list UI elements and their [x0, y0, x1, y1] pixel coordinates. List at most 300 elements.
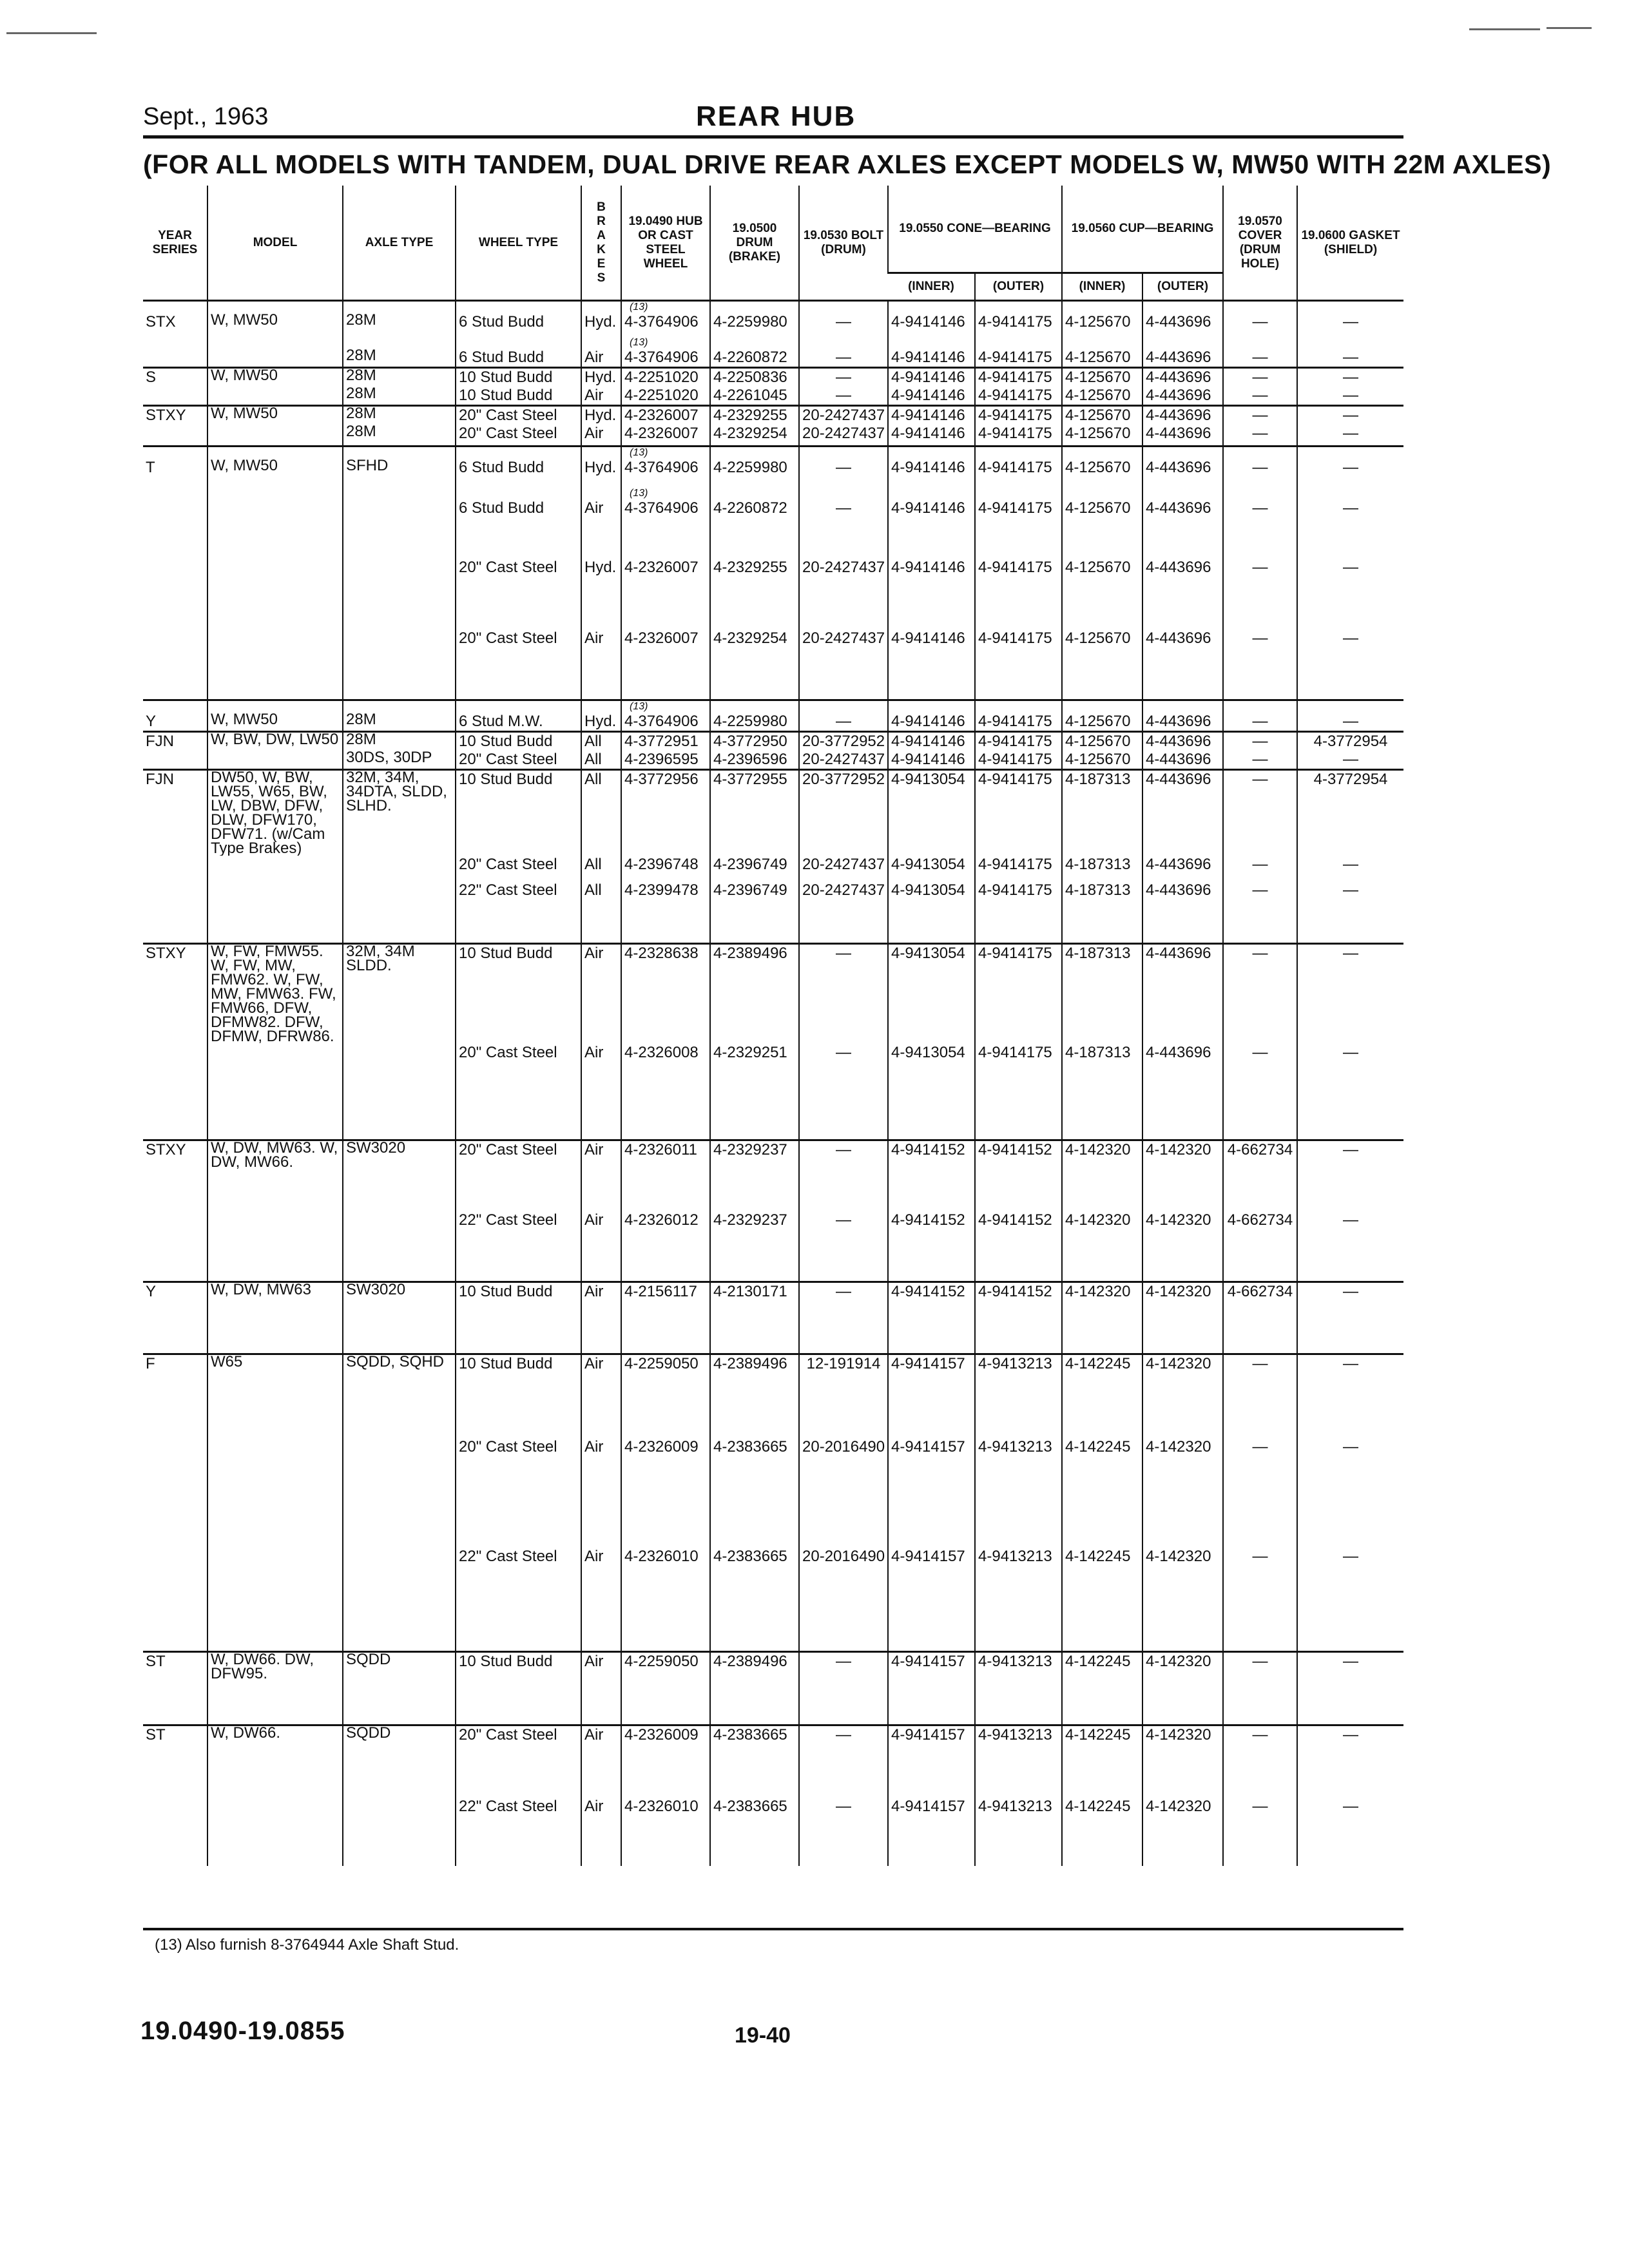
- cell-cover: [1223, 447, 1297, 488]
- col-model: MODEL: [207, 186, 343, 301]
- cell-gasket-value: —: [1343, 386, 1359, 404]
- cell-cone-inner-value: 4-9413054: [891, 944, 965, 962]
- cell-drum: [710, 337, 799, 368]
- cell-wheel-type-value: 22" Cast Steel: [459, 1547, 557, 1565]
- cell-cone-outer: [975, 367, 1062, 387]
- cell-cover: [1223, 1211, 1297, 1282]
- cell-cover: [1223, 1798, 1297, 1866]
- table-row: [143, 751, 1403, 770]
- cell-cup-inner-value: 4-187313: [1065, 856, 1131, 873]
- cell-cup-outer: [1142, 856, 1223, 881]
- cell-bolt-value: 20-2427437: [802, 881, 885, 899]
- cell-hub-value: 4-3772951: [624, 733, 699, 750]
- cell-model-value: W, MW50: [211, 711, 278, 728]
- cell-drum: [710, 856, 799, 881]
- cell-cone-outer: [975, 1438, 1062, 1548]
- cell-cup-outer: [1142, 881, 1223, 943]
- cell-gasket: [1297, 301, 1403, 337]
- table-row: [143, 1725, 1403, 1798]
- cell-brakes-value: All: [584, 733, 602, 750]
- cell-cone-inner: [888, 387, 975, 406]
- table-bottom-rule: [143, 1928, 1403, 1930]
- cell-model: [207, 1044, 343, 1140]
- cell-cup-outer-value: 4-142320: [1146, 1283, 1211, 1300]
- cell-drum: [710, 301, 799, 337]
- cell-cone-outer-value: 4-9414175: [978, 348, 1052, 366]
- cell-bolt-value: —: [836, 1043, 851, 1061]
- cell-model: [207, 301, 343, 337]
- cell-model-value: W, FW, FMW55. W, FW, MW, FMW62. W, FW, MW, FMW63. FW, FMW66, DFW, DFMW82. DFW, DFMW, DFRW86.: [211, 943, 336, 1044]
- cell-hub: [621, 881, 710, 943]
- cell-bolt-value: —: [836, 1141, 851, 1158]
- cell-cup-inner-value: 4-142320: [1065, 1283, 1131, 1300]
- cell-wheel-type-value: 22" Cast Steel: [459, 1797, 557, 1815]
- cell-cone-inner: [888, 488, 975, 559]
- cell-cone-inner-value: 4-9414152: [891, 1211, 965, 1229]
- cell-brakes: [581, 559, 621, 629]
- cell-gasket: [1297, 337, 1403, 368]
- cell-cup-outer: [1142, 1548, 1223, 1652]
- cell-bolt-value: 20-2427437: [802, 424, 885, 442]
- cell-axle-type: [343, 1211, 456, 1282]
- cell-cone-outer-value: 4-9414175: [978, 944, 1052, 962]
- cell-cup-inner: [1062, 732, 1142, 751]
- cell-cover-value: —: [1252, 1437, 1268, 1456]
- cell-hub: [621, 367, 710, 387]
- cell-cup-inner-value: 4-187313: [1065, 881, 1131, 899]
- cell-axle-type-value: SQDD: [346, 1651, 391, 1668]
- cell-drum: [710, 1725, 799, 1798]
- cell-model: [207, 856, 343, 881]
- cell-drum-value: 4-2329251: [713, 1043, 787, 1061]
- cell-year-series-value: STXY: [146, 944, 186, 962]
- cell-bolt-value: —: [836, 944, 851, 962]
- cell-bolt-value: 20-2427437: [802, 558, 885, 576]
- cell-cup-outer: [1142, 301, 1223, 337]
- table-row: [143, 770, 1403, 856]
- cell-brakes: [581, 700, 621, 732]
- cell-cover-value: —: [1252, 348, 1268, 366]
- footnote: (13) Also furnish 8-3764944 Axle Shaft Stud.: [155, 1936, 459, 1954]
- cell-wheel-type-value: 10 Stud Budd: [459, 368, 553, 386]
- cell-cover: [1223, 1044, 1297, 1140]
- footnote-marker: (13): [630, 336, 648, 348]
- cell-model: [207, 629, 343, 700]
- table-row: [143, 881, 1403, 943]
- table-row: [143, 1354, 1403, 1438]
- cell-cover: [1223, 1652, 1297, 1725]
- cell-cone-outer-value: 4-9414152: [978, 1141, 1052, 1158]
- cell-cup-inner: [1062, 700, 1142, 732]
- cell-model: [207, 1211, 343, 1282]
- cell-cone-inner-value: 4-9414157: [891, 1726, 965, 1744]
- cell-drum-value: 4-2261045: [713, 386, 787, 404]
- cell-hub-value: 4-2156117: [624, 1283, 697, 1300]
- cell-brakes-value: Air: [584, 629, 604, 647]
- cell-year-series: [143, 751, 207, 770]
- cell-brakes-value: All: [584, 771, 602, 788]
- table-row: [143, 1282, 1403, 1354]
- cell-cone-outer-value: 4-9414175: [978, 406, 1052, 424]
- cell-hub-value: 4-3764906: [624, 713, 699, 730]
- cell-model: [207, 732, 343, 751]
- cell-hub: [621, 770, 710, 856]
- cell-year-series-value: S: [146, 368, 157, 386]
- cell-model: [207, 943, 343, 1044]
- cell-wheel-type-value: 10 Stud Budd: [459, 386, 553, 404]
- cell-gasket: [1297, 629, 1403, 700]
- cell-year-series-value: Y: [146, 1283, 157, 1300]
- cell-cup-inner: [1062, 943, 1142, 1044]
- cell-cover-value: 4-662734: [1227, 1283, 1293, 1300]
- cell-brakes-value: Hyd.: [584, 713, 617, 730]
- cell-cone-outer-value: 4-9414152: [978, 1283, 1052, 1300]
- cell-brakes: [581, 943, 621, 1044]
- cell-cover: [1223, 1282, 1297, 1354]
- cell-model: [207, 881, 343, 943]
- cell-bolt-value: —: [836, 368, 851, 386]
- cell-gasket: [1297, 1725, 1403, 1798]
- cell-cup-inner: [1062, 770, 1142, 856]
- cell-year-series: [143, 1140, 207, 1211]
- cell-cup-inner-value: 4-142320: [1065, 1211, 1131, 1229]
- cell-year-series-value: T: [146, 459, 155, 476]
- cell-bolt: [799, 367, 888, 387]
- cell-cone-outer: [975, 488, 1062, 559]
- cell-cup-inner-value: 4-125670: [1065, 368, 1131, 386]
- cell-drum-value: 4-2329254: [713, 424, 787, 442]
- cell-brakes-value: Hyd.: [584, 313, 617, 331]
- cell-year-series-value: F: [146, 1355, 155, 1372]
- col-cone-inner: (INNER): [888, 273, 975, 301]
- cell-cup-outer-value: 4-443696: [1146, 881, 1211, 899]
- cell-cover: [1223, 732, 1297, 751]
- cell-gasket: [1297, 700, 1403, 732]
- cell-cup-inner: [1062, 337, 1142, 368]
- col-year-series: YEAR SERIES: [143, 186, 207, 301]
- cell-wheel-type-value: 10 Stud Budd: [459, 1283, 553, 1300]
- cell-cup-inner: [1062, 856, 1142, 881]
- table-row: [143, 367, 1403, 387]
- cell-brakes: [581, 301, 621, 337]
- cell-drum: [710, 1548, 799, 1652]
- cell-year-series-value: ST: [146, 1653, 166, 1670]
- cell-cone-outer: [975, 1354, 1062, 1438]
- cell-brakes-value: All: [584, 856, 602, 873]
- cell-cover-value: 4-662734: [1227, 1211, 1293, 1229]
- cell-cup-inner-value: 4-125670: [1065, 348, 1131, 366]
- cell-cone-inner-value: 4-9414146: [891, 558, 965, 576]
- cell-hub: [621, 1140, 710, 1211]
- cell-cup-inner: [1062, 881, 1142, 943]
- cell-cover-value: —: [1252, 856, 1268, 873]
- scan-mark: [1547, 27, 1592, 29]
- cell-wheel-type: [456, 1438, 581, 1548]
- cell-cone-outer-value: 4-9414175: [978, 1043, 1052, 1061]
- cell-cup-inner: [1062, 488, 1142, 559]
- cell-model-value: W, MW50: [211, 311, 278, 329]
- cell-wheel-type: [456, 856, 581, 881]
- cell-year-series: [143, 770, 207, 856]
- cell-cone-inner-value: 4-9414157: [891, 1653, 965, 1670]
- cell-drum-value: 4-2260872: [713, 348, 787, 366]
- cell-cone-outer-value: 4-9414175: [978, 459, 1052, 476]
- cell-axle-type-value: 28M: [346, 346, 376, 364]
- cell-wheel-type: [456, 629, 581, 700]
- cell-hub-value: 4-2259050: [624, 1653, 699, 1670]
- cell-model-value: W, MW50: [211, 405, 278, 422]
- cell-cup-outer: [1142, 488, 1223, 559]
- cell-axle-type: [343, 559, 456, 629]
- cell-cone-inner: [888, 447, 975, 488]
- cell-drum-value: 4-2259980: [713, 459, 787, 476]
- cell-bolt-value: —: [836, 459, 851, 476]
- cell-year-series: [143, 425, 207, 447]
- table-row: [143, 425, 1403, 447]
- cell-year-series-value: STXY: [146, 406, 186, 424]
- cell-cone-inner: [888, 1211, 975, 1282]
- cell-wheel-type-value: 20" Cast Steel: [459, 1437, 557, 1456]
- cell-gasket: [1297, 1282, 1403, 1354]
- cell-year-series: [143, 1652, 207, 1725]
- cell-cup-inner-value: 4-125670: [1065, 386, 1131, 404]
- cell-wheel-type: [456, 1211, 581, 1282]
- table-row: [143, 447, 1403, 488]
- cell-cup-outer-value: 4-443696: [1146, 733, 1211, 750]
- cell-cup-inner: [1062, 405, 1142, 425]
- cell-brakes: [581, 1798, 621, 1866]
- cell-bolt-value: —: [836, 1211, 851, 1229]
- cell-cover: [1223, 488, 1297, 559]
- cell-wheel-type: [456, 1725, 581, 1798]
- cell-drum: [710, 1044, 799, 1140]
- cell-cover: [1223, 425, 1297, 447]
- cell-cup-outer: [1142, 1725, 1223, 1798]
- cell-cup-outer: [1142, 405, 1223, 425]
- cell-cover: [1223, 387, 1297, 406]
- cell-cone-outer-value: 4-9413213: [978, 1437, 1052, 1456]
- page-subtitle: (FOR ALL MODELS WITH TANDEM, DUAL DRIVE REAR AXLES EXCEPT MODELS W, MW50 WITH 22M AXLES): [143, 149, 1552, 179]
- cell-wheel-type-value: 10 Stud Budd: [459, 944, 553, 962]
- cell-model: [207, 1282, 343, 1354]
- cell-cup-outer: [1142, 1652, 1223, 1725]
- cell-brakes: [581, 1140, 621, 1211]
- cell-cup-inner: [1062, 751, 1142, 770]
- cell-bolt: [799, 700, 888, 732]
- cell-brakes: [581, 405, 621, 425]
- cell-cone-outer-value: 4-9414152: [978, 1211, 1052, 1229]
- cell-brakes: [581, 1282, 621, 1354]
- cell-drum-value: 4-2260872: [713, 499, 787, 517]
- cell-cone-outer-value: 4-9414175: [978, 313, 1052, 331]
- cell-hub: [621, 1652, 710, 1725]
- table-row: [143, 1652, 1403, 1725]
- cell-drum: [710, 1652, 799, 1725]
- cell-cone-outer-value: 4-9414175: [978, 733, 1052, 750]
- cell-cup-inner: [1062, 1438, 1142, 1548]
- cell-wheel-type-value: 20" Cast Steel: [459, 558, 557, 576]
- cell-brakes-value: Hyd.: [584, 558, 617, 576]
- cell-cone-inner-value: 4-9414146: [891, 751, 965, 768]
- cell-bolt-value: 20-2016490: [802, 1437, 885, 1456]
- cell-cone-outer-value: 4-9414175: [978, 771, 1052, 788]
- cell-bolt: [799, 301, 888, 337]
- cell-axle-type: [343, 1798, 456, 1866]
- cell-brakes: [581, 1438, 621, 1548]
- cell-wheel-type: [456, 700, 581, 732]
- table-row: [143, 405, 1403, 425]
- cell-hub-value: 4-2326010: [624, 1547, 699, 1565]
- table-row: [143, 1140, 1403, 1211]
- cell-cover-value: —: [1252, 499, 1268, 517]
- cell-drum: [710, 405, 799, 425]
- cell-year-series: [143, 1044, 207, 1140]
- cell-cup-inner-value: 4-125670: [1065, 751, 1131, 768]
- cell-wheel-type: [456, 1140, 581, 1211]
- cell-year-series-value: ST: [146, 1726, 166, 1744]
- cell-gasket-value: —: [1343, 1726, 1359, 1744]
- cell-brakes-value: All: [584, 751, 602, 768]
- cell-model: [207, 337, 343, 368]
- cell-cone-inner: [888, 367, 975, 387]
- cell-year-series-value: STX: [146, 313, 176, 331]
- cell-gasket: [1297, 732, 1403, 751]
- cell-gasket-value: —: [1343, 368, 1359, 386]
- cell-year-series: [143, 1282, 207, 1354]
- cell-cover: [1223, 881, 1297, 943]
- cell-cone-outer: [975, 943, 1062, 1044]
- cell-drum-value: 4-2329237: [713, 1211, 787, 1229]
- cell-cup-outer-value: 4-142320: [1146, 1437, 1211, 1456]
- cell-cup-inner: [1062, 1652, 1142, 1725]
- cell-cone-inner: [888, 1140, 975, 1211]
- cell-cone-outer-value: 4-9413213: [978, 1547, 1052, 1565]
- cell-hub: [621, 700, 710, 732]
- cell-bolt: [799, 1354, 888, 1438]
- cell-cup-outer-value: 4-443696: [1146, 771, 1211, 788]
- cell-cup-inner: [1062, 1282, 1142, 1354]
- cell-cup-outer-value: 4-443696: [1146, 499, 1211, 517]
- cell-hub-value: 4-2326007: [624, 406, 699, 424]
- cell-cover-value: —: [1252, 944, 1268, 962]
- cell-bolt-value: 20-2016490: [802, 1547, 885, 1565]
- cell-brakes: [581, 1725, 621, 1798]
- cell-cone-inner: [888, 1354, 975, 1438]
- col-drum: 19.0500 DRUM (BRAKE): [710, 186, 799, 301]
- cell-drum: [710, 447, 799, 488]
- cell-cup-inner: [1062, 1548, 1142, 1652]
- cell-axle-type-value: 32M, 34M, 34DTA, SLDD, SLHD.: [346, 769, 447, 814]
- cell-hub: [621, 1438, 710, 1548]
- cell-axle-type: [343, 770, 456, 856]
- table-row: [143, 856, 1403, 881]
- cell-cone-inner-value: 4-9414146: [891, 499, 965, 517]
- cell-year-series: [143, 559, 207, 629]
- cell-cone-inner-value: 4-9414157: [891, 1797, 965, 1815]
- cell-drum-value: 4-2396596: [713, 751, 787, 768]
- cell-brakes-value: Hyd.: [584, 406, 617, 424]
- cell-cup-inner-value: 4-125670: [1065, 313, 1131, 331]
- col-wheel-type: WHEEL TYPE: [456, 186, 581, 301]
- cell-gasket: [1297, 1798, 1403, 1866]
- cell-cone-inner-value: 4-9414157: [891, 1547, 965, 1565]
- cell-model: [207, 1354, 343, 1438]
- cell-cup-inner: [1062, 1725, 1142, 1798]
- cell-brakes-value: Air: [584, 424, 604, 442]
- cell-wheel-type: [456, 1548, 581, 1652]
- cell-hub: [621, 943, 710, 1044]
- cell-drum-value: 4-2389496: [713, 1653, 787, 1670]
- cell-wheel-type-value: 6 Stud M.W.: [459, 713, 543, 730]
- cell-cone-outer: [975, 1140, 1062, 1211]
- cell-cup-outer-value: 4-142320: [1146, 1547, 1211, 1565]
- cell-gasket: [1297, 943, 1403, 1044]
- cell-axle-type: [343, 1044, 456, 1140]
- cell-drum-value: 4-2383665: [713, 1547, 787, 1565]
- cell-axle-type-value: 28M: [346, 731, 376, 748]
- col-brakes: [581, 186, 621, 301]
- cell-cup-outer-value: 4-443696: [1146, 406, 1211, 424]
- table-row: [143, 1438, 1403, 1548]
- cell-wheel-type-value: 6 Stud Budd: [459, 313, 545, 331]
- cell-cup-outer-value: 4-443696: [1146, 313, 1211, 331]
- cell-drum-value: 4-2130171: [713, 1283, 787, 1300]
- cell-brakes: [581, 751, 621, 770]
- cell-year-series: [143, 387, 207, 406]
- cell-cover-value: —: [1252, 386, 1268, 404]
- cell-cone-outer: [975, 1282, 1062, 1354]
- cell-axle-type-value: 28M: [346, 424, 376, 440]
- cell-cup-inner-value: 4-142245: [1065, 1797, 1131, 1815]
- cell-hub-value: 4-2326010: [624, 1797, 699, 1815]
- cell-drum: [710, 629, 799, 700]
- cell-gasket-value: 4-3772954: [1313, 733, 1388, 750]
- cell-gasket-value: —: [1343, 499, 1359, 517]
- cell-brakes: [581, 367, 621, 387]
- cell-drum: [710, 881, 799, 943]
- cell-cup-outer: [1142, 770, 1223, 856]
- cell-bolt-value: —: [836, 499, 851, 517]
- cell-wheel-type: [456, 751, 581, 770]
- col-brakes-label: B R A K E S: [597, 200, 606, 285]
- cell-cone-inner-value: 4-9414157: [891, 1355, 965, 1372]
- cell-cone-inner-value: 4-9414146: [891, 406, 965, 424]
- cell-drum-value: 4-2383665: [713, 1726, 787, 1744]
- cell-model: [207, 488, 343, 559]
- cell-bolt: [799, 1140, 888, 1211]
- cell-axle-type: [343, 488, 456, 559]
- cell-cup-outer: [1142, 559, 1223, 629]
- cell-gasket-value: —: [1343, 424, 1359, 442]
- cell-cover-value: —: [1252, 406, 1268, 424]
- cell-cone-inner: [888, 337, 975, 368]
- cell-bolt-value: 20-2427437: [802, 406, 885, 424]
- cell-brakes: [581, 488, 621, 559]
- cell-cover: [1223, 1725, 1297, 1798]
- table-row: [143, 387, 1403, 406]
- header-date: Sept., 1963: [143, 103, 269, 130]
- cell-cup-outer: [1142, 1282, 1223, 1354]
- cell-brakes: [581, 387, 621, 406]
- cell-wheel-type: [456, 559, 581, 629]
- cell-cup-outer: [1142, 732, 1223, 751]
- cell-cone-outer: [975, 1211, 1062, 1282]
- cell-year-series: [143, 1354, 207, 1438]
- cell-bolt-value: 12-191914: [806, 1355, 881, 1372]
- cell-year-series: [143, 301, 207, 337]
- cell-cover-value: —: [1252, 459, 1268, 476]
- table-row: [143, 700, 1403, 732]
